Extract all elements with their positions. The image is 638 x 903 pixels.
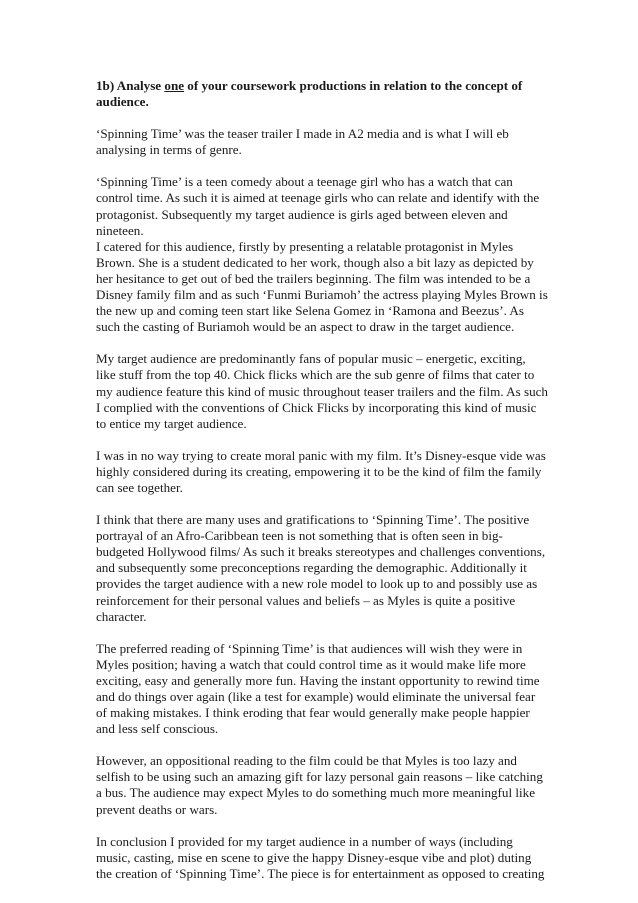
paragraph-music: My target audience are predominantly fans of popular music – energetic, exciting, like stuff from the top 40. Chick flicks which are the sub genre of films that cater to my audience feature this kind of music throughout teaser trailers and the film. As such I complied with the conventions of Chick Flicks by incorporating this kind of music to entice my target audience. bbox=[96, 351, 548, 431]
paragraph-premise: ‘Spinning Time’ is a teen comedy about a teenage girl who has a watch that can control time. As such it is aimed at teenage girls who can relate and identify with the protagonist. Subsequently my target audience is girls aged between eleven and nineteen. bbox=[96, 174, 540, 238]
heading-underlined-word: one bbox=[164, 78, 185, 93]
paragraph-uses-gratifications: I think that there are many uses and gratifications to ‘Spinning Time’. The positive portrayal of an Afro-Caribbean teen is not something that is often seen in big-budgeted Hollywood films/ As such it breaks stereotypes and challenges conventions, and subsequently some preconceptions regarding the demographic. Additionally it provides the target audience with a new role model to look up to and possibly use as reinforcement for their personal values and beliefs – as Myles is quite a positive character. bbox=[96, 512, 546, 624]
paragraph-preferred-reading: The preferred reading of ‘Spinning Time’ is that audiences will wish they were in Myles position; having a watch that could control time as it would make life more exciting, easy and generally more fun. Having the instant opportunity to rewind time and do things over again (like a test for example) would eliminate the universal fear of making mistakes. I think eroding that fear would generally make people happier and less self conscious. bbox=[96, 640, 540, 737]
paragraph-protagonist: I catered for this audience, firstly by presenting a relatable protagonist in Myles Brown. She is a student dedicated to her work, though also a bit lazy as depicted by her hesitance to get out of bed the trailers beginning. The film was intended to be a Disney family film and as such ‘Funmi Buriamoh’ the actress playing Myles Brown is the new up and coming teen start like Selena Gomez in ‘Ramona and Beezus’. As such the casting of Buriamoh would be an aspect to draw in the target audience. bbox=[96, 238, 548, 335]
paragraph-moral-panic: I was in no way trying to create moral panic with my film. It’s Disney-esque vide was highly considered during its creating, empowering it to be the kind of film the family can see together. bbox=[96, 447, 546, 495]
heading-suffix: of your coursework productions in relation to the concept of audience. bbox=[96, 78, 523, 110]
heading-prefix: 1b) Analyse bbox=[96, 78, 165, 93]
question-heading bbox=[96, 78, 548, 110]
paragraph-conclusion: In conclusion I provided for my target audience in a number of ways (including music, casting, mise en scene to give the happy Disney-esque vibe and plot) duting the creation of ‘Spinning Time’. The piece is for entertainment as opposed to creating bbox=[96, 833, 545, 881]
document-body bbox=[96, 78, 548, 898]
paragraph-oppositional-reading: However, an oppositional reading to the film could be that Myles is too lazy and selfish to be using such an amazing gift for lazy personal gain reasons – like catching a bus. The audience may expect Myles to do something much more meaningful like prevent deaths or wars. bbox=[96, 753, 543, 817]
paragraph-intro: ‘Spinning Time’ was the teaser trailer I made in A2 media and is what I will eb analysing in terms of genre. bbox=[96, 126, 509, 158]
